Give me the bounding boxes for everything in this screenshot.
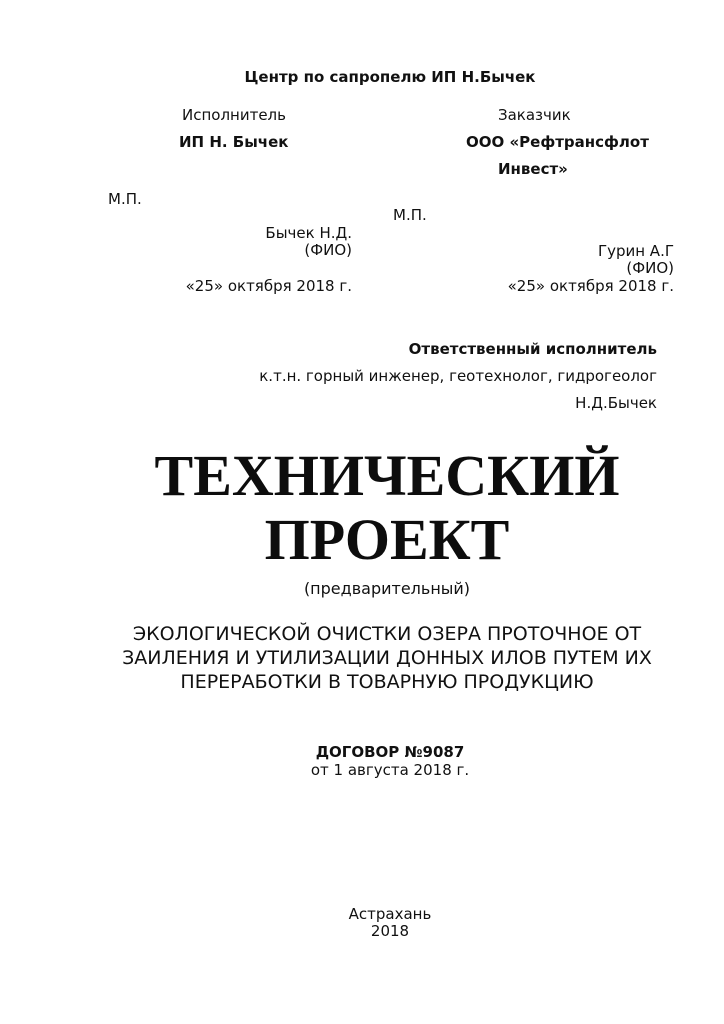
project-topic (0, 622, 724, 694)
project-topic-line3: ПЕРЕРАБОТКИ В ТОВАРНУЮ ПРОДУКЦИЮ (180, 671, 594, 693)
project-topic-line1: ЭКОЛОГИЧЕСКОЙ ОЧИСТКИ ОЗЕРА ПРОТОЧНОЕ ОТ (132, 623, 642, 645)
contract-number: ДОГОВОР №9087 (315, 743, 465, 761)
executor-name: ИП Н. Бычек (179, 133, 289, 151)
project-title-line1: ТЕХНИЧЕСКИЙ (154, 443, 620, 508)
executor-seal-label: М.П. (108, 190, 142, 208)
year: 2018 (370, 922, 410, 940)
responsible-name: Н.Д.Бычек (575, 394, 657, 412)
customer-seal-label: М.П. (393, 206, 427, 224)
customer-name-line1: ООО «Рефтрансфлот (466, 133, 649, 151)
organization-title: Центр по сапропелю ИП Н.Бычек (244, 68, 536, 86)
executor-date: «25» октября 2018 г. (185, 277, 352, 295)
project-subtitle: (предварительный) (303, 579, 471, 598)
project-title-line2: ПРОЕКТ (264, 507, 510, 572)
contract-date: от 1 августа 2018 г. (310, 761, 470, 779)
customer-label: Заказчик (498, 106, 571, 124)
executor-label: Исполнитель (182, 106, 286, 124)
customer-date: «25» октября 2018 г. (507, 277, 674, 295)
responsible-title: Ответственный исполнитель (408, 340, 657, 358)
customer-signatory: Гурин А.Г (597, 242, 674, 260)
executor-fio-label: (ФИО) (304, 241, 352, 259)
executor-signatory: Бычек Н.Д. (265, 224, 352, 242)
customer-name-line2: Инвест» (498, 160, 568, 178)
customer-fio-label: (ФИО) (626, 259, 674, 277)
city: Астрахань (348, 905, 432, 923)
responsible-qualifications: к.т.н. горный инженер, геотехнолог, гидрогеолог (259, 367, 657, 385)
project-title (0, 444, 724, 572)
project-topic-line2: ЗАИЛЕНИЯ И УТИЛИЗАЦИИ ДОННЫХ ИЛОВ ПУТЕМ ИХ (122, 647, 652, 669)
